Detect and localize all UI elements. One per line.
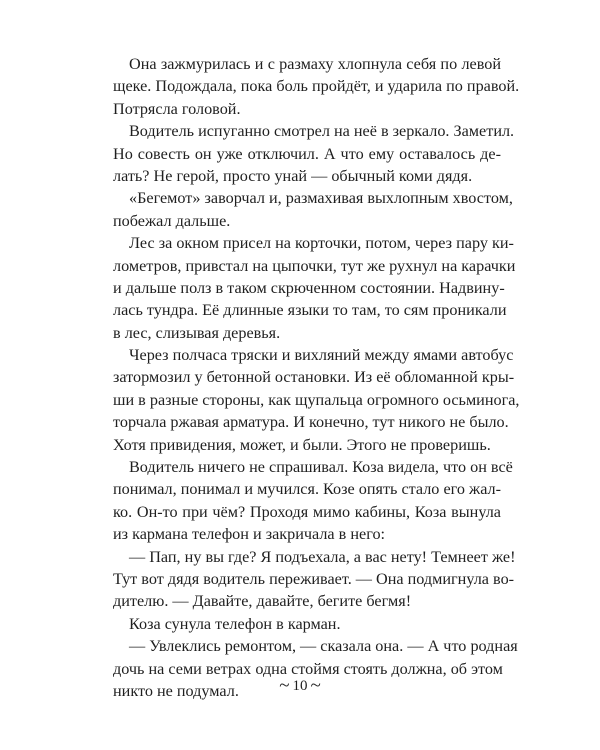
text-line: Но совесть он уже отключил. А что ему оставалось де- xyxy=(113,144,501,163)
text-line: и дальше полз в таком скрюченном состоянии. Надвину- xyxy=(113,278,505,297)
text-line: — Увлеклись ремонтом, — сказала она. — А что родная xyxy=(129,637,518,656)
text-line: ко. Он-то при чём? Проходя мимо кабины, Коза вынула xyxy=(113,502,501,521)
text-line: Она зажмурилась и с размаху хлопнула себя по левой xyxy=(129,55,501,73)
text-line: «Бегемот» заворчал и, размахивая выхлопным хвостом, xyxy=(129,189,513,208)
text-line: лась тундра. Её длинные языки то там, то сям проникали xyxy=(113,301,507,320)
text-line: Потрясла головой. xyxy=(113,99,241,118)
paragraph xyxy=(113,232,516,344)
text-line: дителю. — Давайте, давайте, бегите бегмя! xyxy=(113,592,412,611)
text-line: Тут вот дядя водитель переживает. — Она подмигнула во- xyxy=(113,569,515,588)
paragraph xyxy=(113,456,513,546)
body-text xyxy=(113,53,520,702)
text-line: Коза сунула телефон в карман. xyxy=(129,614,341,633)
text-line: лать? Не герой, просто унай — обычный коми дядя. xyxy=(113,166,473,185)
paragraph xyxy=(113,344,520,456)
text-line: — Пап, ну вы где? Я подъехала, а вас нету! Темнеет же! xyxy=(129,547,516,566)
text-line: дочь на семи ветрах одна стоймя стоять должна, об этом xyxy=(113,659,503,678)
text-line: из кармана телефон и закричала в него: xyxy=(113,525,386,544)
text-line: побежал дальше. xyxy=(113,211,231,230)
paragraph xyxy=(113,613,501,635)
text-line: Лес за окном присел на корточки, потом, через пару ки- xyxy=(129,234,514,253)
text-line: Через полчаса тряски и вихляний между ямами автобус xyxy=(129,346,514,365)
page-number xyxy=(0,674,600,696)
paragraph xyxy=(113,187,513,232)
text-line: никто не подумал. xyxy=(113,681,239,700)
paragraph xyxy=(113,120,515,187)
text-line: щеке. Подождала, пока боль пройдёт, и ударила по правой. xyxy=(113,77,520,96)
tilde-ornament-left: ~ xyxy=(279,675,290,696)
text-line: Хотя привидения, может, и были. Этого не проверишь. xyxy=(113,435,491,454)
paragraph xyxy=(113,546,516,613)
text-line: ши в разные стороны, как щупальца огромного осьминога, xyxy=(113,390,520,409)
text-line: затормозил у бетонной остановки. Из её обломанной кры- xyxy=(113,368,515,387)
page-number-value: 10 xyxy=(292,678,308,694)
text-line: в лес, слизывая деревья. xyxy=(113,323,281,342)
text-line: Водитель испуганно смотрел на неё в зеркало. Заметил. xyxy=(129,122,515,141)
paragraph xyxy=(113,53,520,120)
text-line: понимал, понимал и мучился. Козе опять стало его жал- xyxy=(113,480,501,499)
text-line: лометров, привстал на цыпочки, тут же рухнул на карачки xyxy=(113,256,516,275)
text-line: Водитель ничего не спрашивал. Коза видела, что он всё xyxy=(129,458,513,477)
tilde-ornament-right: ~ xyxy=(310,675,321,696)
text-line: торчала ржавая арматура. И конечно, тут никого не было. xyxy=(113,413,509,432)
